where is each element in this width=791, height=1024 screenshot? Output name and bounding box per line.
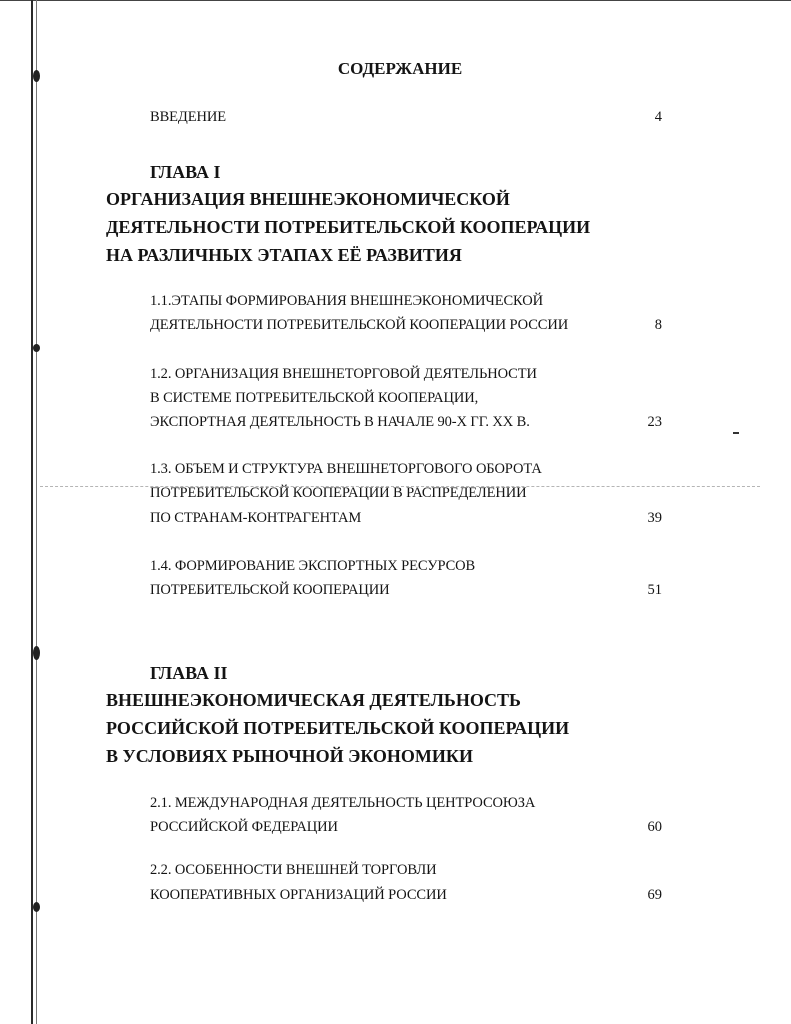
section-2-2-page-number: 69 (647, 887, 662, 903)
binder-hole-mark (33, 902, 40, 912)
section-1-4-line: ПОТРЕБИТЕЛЬСКОЙ КООПЕРАЦИИ (150, 582, 390, 598)
chapter-2-label: ГЛАВА II (150, 663, 228, 683)
section-1-2-line: ЭКСПОРТНАЯ ДЕЯТЕЛЬНОСТЬ В НАЧАЛЕ 90-Х ГГ. XX В. (150, 414, 530, 430)
scan-binding-edge (31, 0, 33, 1024)
chapter-2-title-line: РОССИЙСКОЙ ПОТРЕБИТЕЛЬСКОЙ КООПЕРАЦИИ (106, 718, 570, 738)
section-2-1-line: 2.1. МЕЖДУНАРОДНАЯ ДЕЯТЕЛЬНОСТЬ ЦЕНТРОСОЮЗА (150, 795, 536, 811)
section-1-2-line: 1.2. ОРГАНИЗАЦИЯ ВНЕШНЕТОРГОВОЙ ДЕЯТЕЛЬНОСТИ (150, 366, 537, 382)
section-1-2-line: В СИСТЕМЕ ПОТРЕБИТЕЛЬСКОЙ КООПЕРАЦИИ, (150, 390, 479, 406)
section-1-1-line: 1.1.ЭТАПЫ ФОРМИРОВАНИЯ ВНЕШНЕЭКОНОМИЧЕСКОЙ (150, 293, 544, 309)
chapter-2-title-line: ВНЕШНЕЭКОНОМИЧЕСКАЯ ДЕЯТЕЛЬНОСТЬ (106, 690, 521, 710)
section-1-4-page-number: 51 (647, 582, 662, 598)
chapter-1-title-line: ОРГАНИЗАЦИЯ ВНЕШНЕЭКОНОМИЧЕСКОЙ (106, 189, 510, 209)
binder-hole-mark (33, 344, 40, 352)
chapter-1-title-line: НА РАЗЛИЧНЫХ ЭТАПАХ ЕЁ РАЗВИТИЯ (106, 245, 462, 265)
scan-top-edge (0, 0, 791, 5)
scan-binding-edge-inner (36, 0, 37, 1024)
section-2-1-page-number: 60 (647, 819, 662, 835)
section-1-1-page-number: 8 (654, 317, 662, 333)
section-1-3-page-number: 39 (647, 510, 662, 526)
intro-label: ВВЕДЕНИЕ (150, 109, 226, 125)
section-2-1-line: РОССИЙСКОЙ ФЕДЕРАЦИИ (150, 819, 338, 835)
chapter-2-title-line: В УСЛОВИЯХ РЫНОЧНОЙ ЭКОНОМИКИ (106, 746, 473, 766)
section-1-1-line: ДЕЯТЕЛЬНОСТИ ПОТРЕБИТЕЛЬСКОЙ КООПЕРАЦИИ РОССИИ (150, 317, 569, 333)
section-1-4-line: 1.4. ФОРМИРОВАНИЕ ЭКСПОРТНЫХ РЕСУРСОВ (150, 558, 476, 574)
chapter-1-label: ГЛАВА I (150, 162, 221, 182)
section-1-3-line: ПОТРЕБИТЕЛЬСКОЙ КООПЕРАЦИИ В РАСПРЕДЕЛЕНИИ (150, 485, 527, 501)
toc-title: СОДЕРЖАНИЕ (337, 59, 463, 78)
section-2-2-line: 2.2. ОСОБЕННОСТИ ВНЕШНЕЙ ТОРГОВЛИ (150, 862, 437, 878)
intro-page-number: 4 (654, 109, 662, 125)
section-1-2-page-number: 23 (647, 414, 662, 430)
section-2-2-line: КООПЕРАТИВНЫХ ОРГАНИЗАЦИЙ РОССИИ (150, 887, 447, 903)
section-1-3-line: ПО СТРАНАМ-КОНТРАГЕНТАМ (150, 510, 362, 526)
binder-hole-mark (33, 646, 40, 660)
scan-speck (733, 432, 739, 434)
chapter-1-title-line: ДЕЯТЕЛЬНОСТИ ПОТРЕБИТЕЛЬСКОЙ КООПЕРАЦИИ (106, 217, 591, 237)
section-1-3-line: 1.3. ОБЪЕМ И СТРУКТУРА ВНЕШНЕТОРГОВОГО ОБОРОТА (150, 461, 542, 477)
